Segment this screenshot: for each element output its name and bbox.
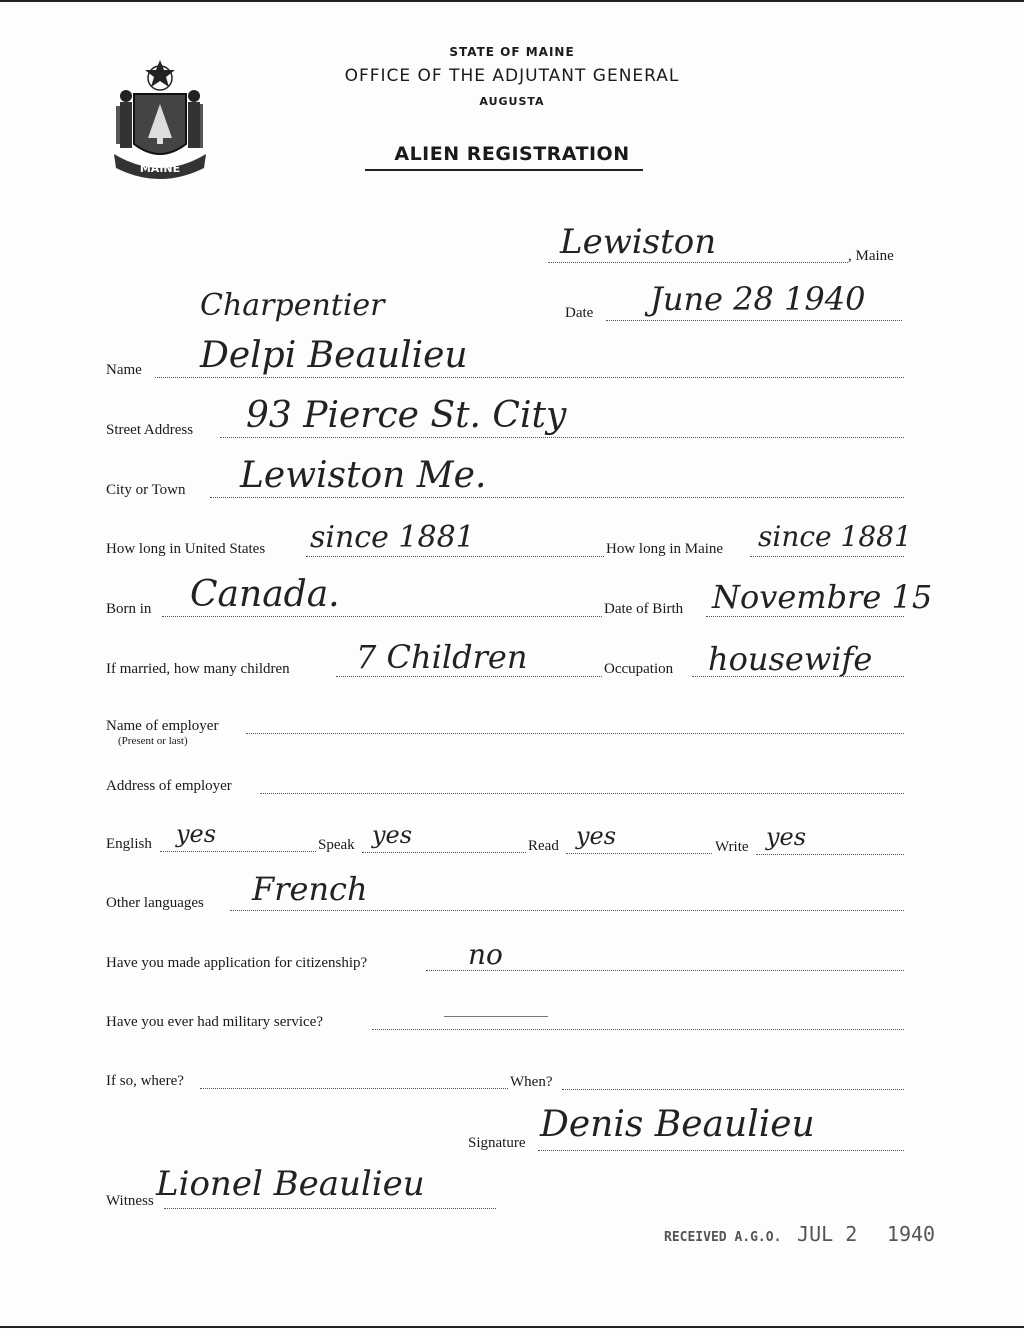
- svg-text:MAINE: MAINE: [139, 162, 181, 175]
- where-line: [200, 1088, 508, 1089]
- employer-line: [246, 733, 904, 734]
- how-long-maine-label: How long in Maine: [606, 541, 724, 557]
- english-line: [160, 851, 316, 852]
- how-long-maine-value: since 1881: [758, 520, 912, 553]
- occupation-label: Occupation: [604, 661, 674, 677]
- scan-bottom-edge: [0, 1326, 1024, 1328]
- speak-line: [362, 852, 526, 853]
- military-line: [372, 1029, 904, 1030]
- children-label: If married, how many children: [106, 661, 290, 677]
- city-label: City or Town: [106, 482, 186, 498]
- when-line: [562, 1089, 904, 1090]
- occupation-value: housewife: [708, 640, 873, 678]
- date-of-birth-value: Novembre 15: [712, 578, 933, 616]
- city-line: [210, 497, 904, 498]
- how-long-us-line: [306, 556, 604, 557]
- speak-label: Speak: [318, 837, 355, 853]
- city-heading: AUGUSTA: [479, 95, 545, 108]
- title-underline: [365, 169, 643, 171]
- street-line: [220, 437, 904, 438]
- where-label: If so, where?: [106, 1073, 184, 1089]
- signature-value: Denis Beaulieu: [540, 1104, 815, 1145]
- date-value: June 28 1940: [650, 280, 866, 318]
- name-label: Name: [106, 362, 142, 378]
- place-line: [548, 262, 848, 263]
- how-long-us-label: How long in United States: [106, 541, 266, 557]
- children-value: 7 Children: [356, 638, 528, 676]
- city-value: Lewiston Me.: [240, 455, 487, 496]
- employer-label: Name of employer: [106, 718, 219, 734]
- received-stamp-year: 1940: [886, 1222, 936, 1246]
- witness-line: [164, 1208, 496, 1209]
- name-value: Delpi Beaulieu: [200, 335, 468, 376]
- citizenship-value: no: [468, 938, 503, 971]
- english-label: English: [106, 836, 152, 852]
- read-value: yes: [576, 822, 617, 850]
- witness-label: Witness: [106, 1193, 154, 1209]
- other-languages-label: Other languages: [106, 895, 204, 911]
- read-label: Read: [528, 838, 559, 854]
- children-line: [336, 676, 602, 677]
- signature-label: Signature: [468, 1135, 526, 1151]
- citizenship-label: Have you made application for citizenship?: [106, 955, 368, 971]
- write-line: [756, 854, 904, 855]
- military-dash: [444, 1016, 548, 1017]
- write-label: Write: [715, 839, 749, 855]
- how-long-maine-line: [750, 556, 904, 557]
- military-label: Have you ever had military service?: [106, 1014, 323, 1030]
- born-in-line: [162, 616, 602, 617]
- english-value: yes: [176, 820, 217, 848]
- witness-value: Lionel Beaulieu: [156, 1164, 425, 1204]
- received-stamp-text: RECEIVED A.G.O.: [664, 1230, 782, 1245]
- received-stamp-date: JUL 2: [797, 1222, 858, 1246]
- employer-sublabel: (Present or last): [118, 735, 188, 747]
- write-value: yes: [766, 823, 807, 851]
- place-suffix: , Maine: [848, 248, 894, 264]
- date-of-birth-line: [706, 616, 904, 617]
- born-in-value: Canada.: [190, 574, 340, 615]
- street-value: 93 Pierce St. City: [246, 395, 567, 436]
- office-heading: OFFICE OF THE ADJUTANT GENERAL: [344, 66, 680, 86]
- received-stamp: [664, 1222, 935, 1246]
- place-value: Lewiston: [560, 222, 717, 262]
- speak-value: yes: [372, 821, 413, 849]
- other-languages-line: [230, 910, 904, 911]
- signature-line: [538, 1150, 904, 1151]
- page-title: ALIEN REGISTRATION: [394, 143, 630, 165]
- name-note: Charpentier: [200, 288, 385, 323]
- employer-address-line: [260, 793, 904, 794]
- employer-address-label: Address of employer: [106, 778, 232, 794]
- born-in-label: Born in: [106, 601, 152, 617]
- date-of-birth-label: Date of Birth: [604, 601, 684, 617]
- name-line: [155, 377, 904, 378]
- when-label: When?: [510, 1074, 553, 1090]
- how-long-us-value: since 1881: [310, 520, 475, 555]
- street-label: Street Address: [106, 422, 194, 438]
- date-line: [606, 320, 902, 321]
- date-label: Date: [565, 305, 594, 321]
- scan-top-edge: [0, 0, 1024, 2]
- read-line: [566, 853, 712, 854]
- other-languages-value: French: [252, 870, 368, 908]
- state-heading: STATE OF MAINE: [449, 45, 575, 59]
